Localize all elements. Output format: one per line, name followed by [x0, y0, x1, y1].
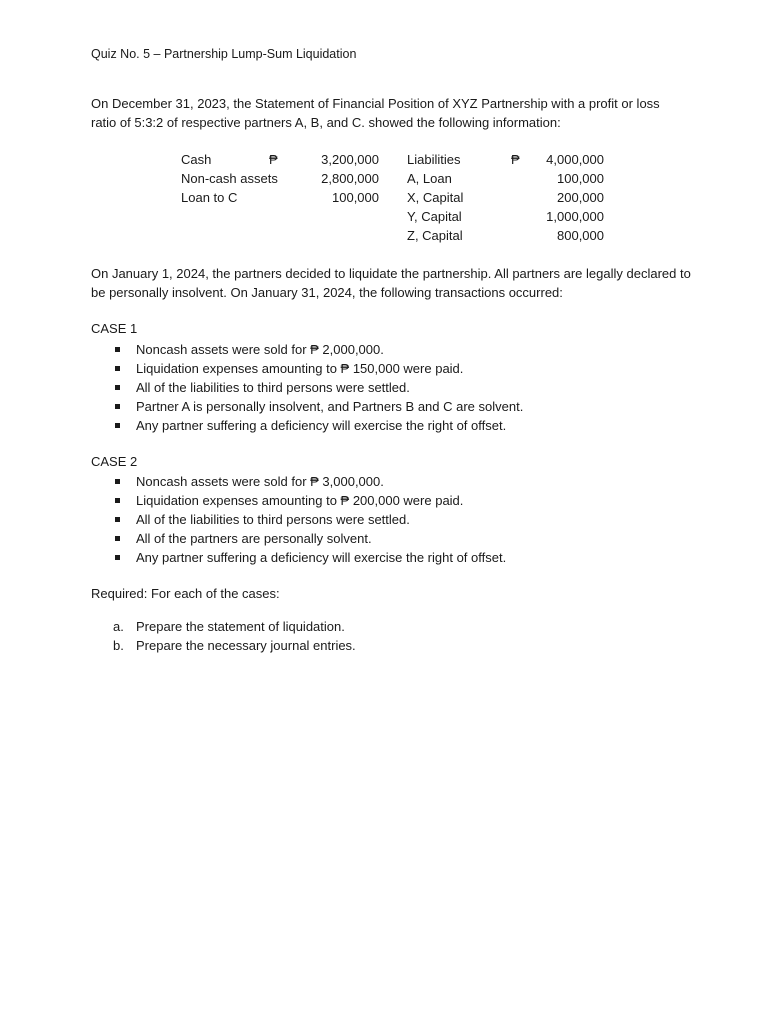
asset-amount: 2,800,000: [321, 171, 379, 186]
list-item: Liquidation expenses amounting to ₱ 150,000 were paid.: [91, 359, 523, 378]
table-row: [181, 169, 621, 188]
bullet-square-icon: [115, 517, 120, 522]
required-label: Required: For each of the cases:: [91, 586, 280, 601]
bullet-square-icon: [115, 555, 120, 560]
quiz-title: Quiz No. 5 – Partnership Lump-Sum Liquidation: [91, 47, 357, 61]
bullet-square-icon: [115, 385, 120, 390]
liability-equity-amount: 200,000: [557, 190, 604, 205]
bullet-square-icon: [115, 498, 120, 503]
peso-sign: ₱: [269, 152, 278, 167]
intro-paragraph: On December 31, 2023, the Statement of Financial Position of XYZ Partnership with a profit or loss ratio of 5:3:2 of respective partners A, B, and C. showed the following information:: [91, 96, 660, 130]
list-item: Any partner suffering a deficiency will exercise the right of offset.: [91, 416, 523, 435]
list-item: Noncash assets were sold for ₱ 2,000,000.: [91, 340, 523, 359]
asset-label: Cash: [181, 152, 212, 167]
table-row: [181, 226, 621, 245]
liability-equity-amount: 800,000: [557, 228, 604, 243]
table-row: [181, 188, 621, 207]
bullet-square-icon: [115, 404, 120, 409]
table-row: [181, 150, 621, 169]
asset-amount: 3,200,000: [321, 152, 379, 167]
list-item: a. Prepare the statement of liquidation.: [113, 619, 345, 634]
list-marker: a.: [113, 619, 124, 634]
list-item: Any partner suffering a deficiency will exercise the right of offset.: [91, 548, 506, 567]
list-item: Partner A is personally insolvent, and Partners B and C are solvent.: [91, 397, 523, 416]
liability-equity-label: Z, Capital: [407, 228, 463, 243]
bullet-square-icon: [115, 536, 120, 541]
financial-position-table: [181, 150, 621, 250]
liability-equity-amount: 4,000,000: [546, 152, 604, 167]
liability-equity-label: Y, Capital: [407, 209, 462, 224]
liability-equity-label: Liabilities: [407, 152, 461, 167]
bullet-square-icon: [115, 479, 120, 484]
list-item: All of the partners are personally solvent.: [91, 529, 506, 548]
liquidation-paragraph: On January 1, 2024, the partners decided to liquidate the partnership. All partners are legally declared to be personally insolvent. On January 31, 2024, the following transactions occurred:: [91, 266, 691, 300]
list-item: Noncash assets were sold for ₱ 3,000,000.: [91, 472, 506, 491]
list-item: All of the liabilities to third persons were settled.: [91, 510, 506, 529]
liability-equity-amount: 1,000,000: [546, 209, 604, 224]
bullet-square-icon: [115, 366, 120, 371]
asset-label: Loan to C: [181, 190, 238, 205]
asset-label: Non-cash assets: [181, 171, 278, 186]
liability-equity-amount: 100,000: [557, 171, 604, 186]
liability-equity-label: A, Loan: [407, 171, 452, 186]
bullet-square-icon: [115, 347, 120, 352]
list-item: Liquidation expenses amounting to ₱ 200,000 were paid.: [91, 491, 506, 510]
liability-equity-label: X, Capital: [407, 190, 464, 205]
required-list: [91, 617, 356, 655]
table-row: [181, 207, 621, 226]
list-item: b. Prepare the necessary journal entries.: [113, 638, 356, 653]
peso-sign: ₱: [511, 152, 520, 167]
list-item: All of the liabilities to third persons were settled.: [91, 378, 523, 397]
case2-title: CASE 2: [91, 454, 138, 469]
bullet-square-icon: [115, 423, 120, 428]
list-marker: b.: [113, 638, 124, 653]
case1-list: [91, 340, 523, 435]
asset-amount: 100,000: [332, 190, 379, 205]
case2-list: [91, 472, 506, 567]
case1-title: CASE 1: [91, 321, 138, 336]
